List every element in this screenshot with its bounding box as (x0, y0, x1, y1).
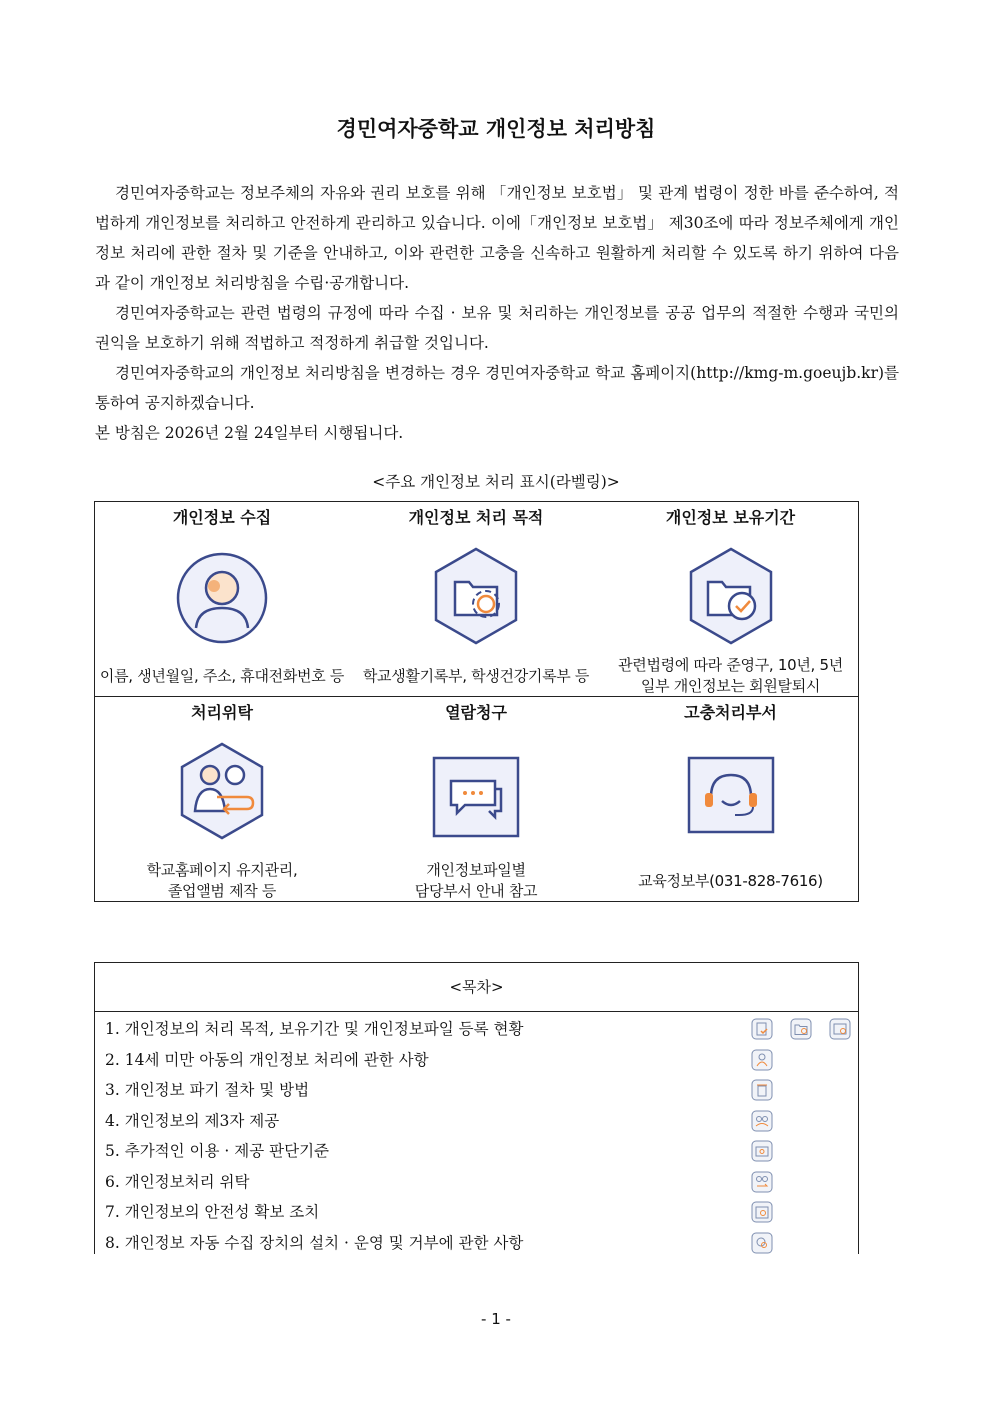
label-description: 담당부서 안내 참고 (414, 882, 538, 900)
label-cell-grievance (603, 697, 858, 901)
label-heading: 처리위탁 (191, 703, 253, 722)
toc-item[interactable] (95, 1136, 858, 1167)
criteria-icon (751, 1140, 773, 1162)
labeling-row (95, 502, 858, 697)
label-cell-entrust (95, 697, 349, 901)
label-description: 관련법령에 따라 준영구, 10년, 5년 (618, 656, 843, 674)
table-of-contents (94, 962, 859, 1254)
folder-gear-icon (431, 546, 521, 646)
calendar-icon (829, 1018, 851, 1040)
toc-item[interactable] (95, 1075, 858, 1106)
person-icon (174, 550, 270, 646)
effective-date: 본 방침은 2026년 2월 24일부터 시행됩니다. (95, 424, 404, 442)
labeling-row (95, 697, 858, 901)
toc-item-label[interactable]: 7. 개인정보의 안전성 확보 조치 (105, 1203, 320, 1221)
entrust-icon (751, 1171, 773, 1193)
label-cell-retention (603, 502, 858, 696)
toc-item[interactable] (95, 1106, 858, 1137)
headset-icon (686, 755, 776, 835)
toc-item[interactable] (95, 1228, 858, 1259)
cookie-icon (751, 1232, 773, 1254)
security-icon (751, 1201, 773, 1223)
label-description: 일부 개인정보는 회원탈퇴시 (640, 677, 821, 695)
label-cell-purpose (349, 502, 603, 696)
folder-clock-icon (686, 546, 776, 646)
labeling-caption: <주요 개인정보 처리 표시(라벨링)> (372, 473, 620, 491)
toc-item[interactable] (95, 1045, 858, 1076)
intro-paragraph: 경민여자중학교는 관련 법령의 규정에 따라 수집 · 보유 및 처리하는 개인정보를 공공 업무의 적절한 수행과 국민의 권익을 보호하기 위해 적법하고 적정하게 취급할 것입니다. (95, 304, 899, 352)
label-heading: 개인정보 수집 (172, 508, 272, 527)
toc-item[interactable] (95, 1197, 858, 1228)
document-title: 경민여자중학교 개인정보 처리방침 (336, 117, 656, 141)
child-icon (751, 1049, 773, 1071)
toc-item[interactable] (95, 1167, 858, 1198)
label-description: 개인정보파일별 (426, 861, 526, 879)
intro-paragraph: 경민여자중학교는 정보주체의 자유와 권리 보호를 위해 「개인정보 보호법」 및 관계 법령이 정한 바를 준수하여, 적법하게 개인정보를 처리하고 안전하게 관리하고 있습니다. 이에「개인정보 보호법」 제30조에 따라 정보주체에게 개인정보 처리에 관한 절차 및 기준을 안내하고, 이와 관련한 고충을 신속하고 원활하게 처리할 수 있도록 하기 위하여 다음과 같이 개인정보 처리방침을 수립·공개합니다. (95, 184, 899, 292)
label-heading: 열람청구 (445, 703, 507, 722)
label-cell-collection (95, 502, 349, 696)
intro-paragraph: 경민여자중학교의 개인정보 처리방침을 변경하는 경우 경민여자중학교 학교 홈페이지(http://kmg-m.goeujb.kr)를 통하여 공지하겠습니다. (95, 364, 899, 412)
toc-item-label[interactable]: 6. 개인정보처리 위탁 (105, 1172, 250, 1191)
toc-list (95, 1014, 858, 1258)
chat-bubble-icon (431, 755, 521, 839)
label-description: 졸업앨범 제작 등 (167, 882, 277, 900)
third-party-icon (751, 1110, 773, 1132)
trash-icon (751, 1079, 773, 1101)
toc-item-label[interactable]: 1. 개인정보의 처리 목적, 보유기간 및 개인정보파일 등록 현황 (105, 1020, 524, 1038)
label-heading: 개인정보 처리 목적 (408, 508, 544, 527)
labeling-table (94, 501, 859, 902)
document-check-icon (751, 1018, 773, 1040)
toc-item-label[interactable]: 8. 개인정보 자동 수집 장치의 설치 · 운영 및 거부에 관한 사항 (105, 1233, 524, 1252)
label-cell-access-request (349, 697, 603, 901)
intro-text (95, 178, 899, 448)
label-description: 학교홈페이지 유지관리, (146, 861, 298, 879)
folder-gear-icon (790, 1018, 812, 1040)
label-description: 학교생활기록부, 학생건강기록부 등 (362, 667, 590, 685)
label-description: 이름, 생년월일, 주소, 휴대전화번호 등 (99, 667, 345, 685)
label-heading: 고충처리부서 (684, 703, 777, 722)
people-transfer-icon (177, 741, 267, 841)
toc-heading: <목차> (95, 963, 858, 1012)
label-description: 교육정보부(031-828-7616) (638, 872, 823, 890)
toc-item-label[interactable]: 3. 개인정보 파기 절차 및 방법 (105, 1081, 310, 1099)
label-heading: 개인정보 보유기간 (665, 508, 796, 527)
toc-item[interactable] (95, 1014, 858, 1045)
toc-item-label[interactable]: 5. 추가적인 이용 · 제공 판단기준 (105, 1142, 330, 1160)
toc-item-label[interactable]: 2. 14세 미만 아동의 개인정보 처리에 관한 사항 (105, 1050, 429, 1069)
toc-item-label[interactable]: 4. 개인정보의 제3자 제공 (105, 1111, 280, 1130)
page-number: - 1 - (481, 1310, 511, 1328)
